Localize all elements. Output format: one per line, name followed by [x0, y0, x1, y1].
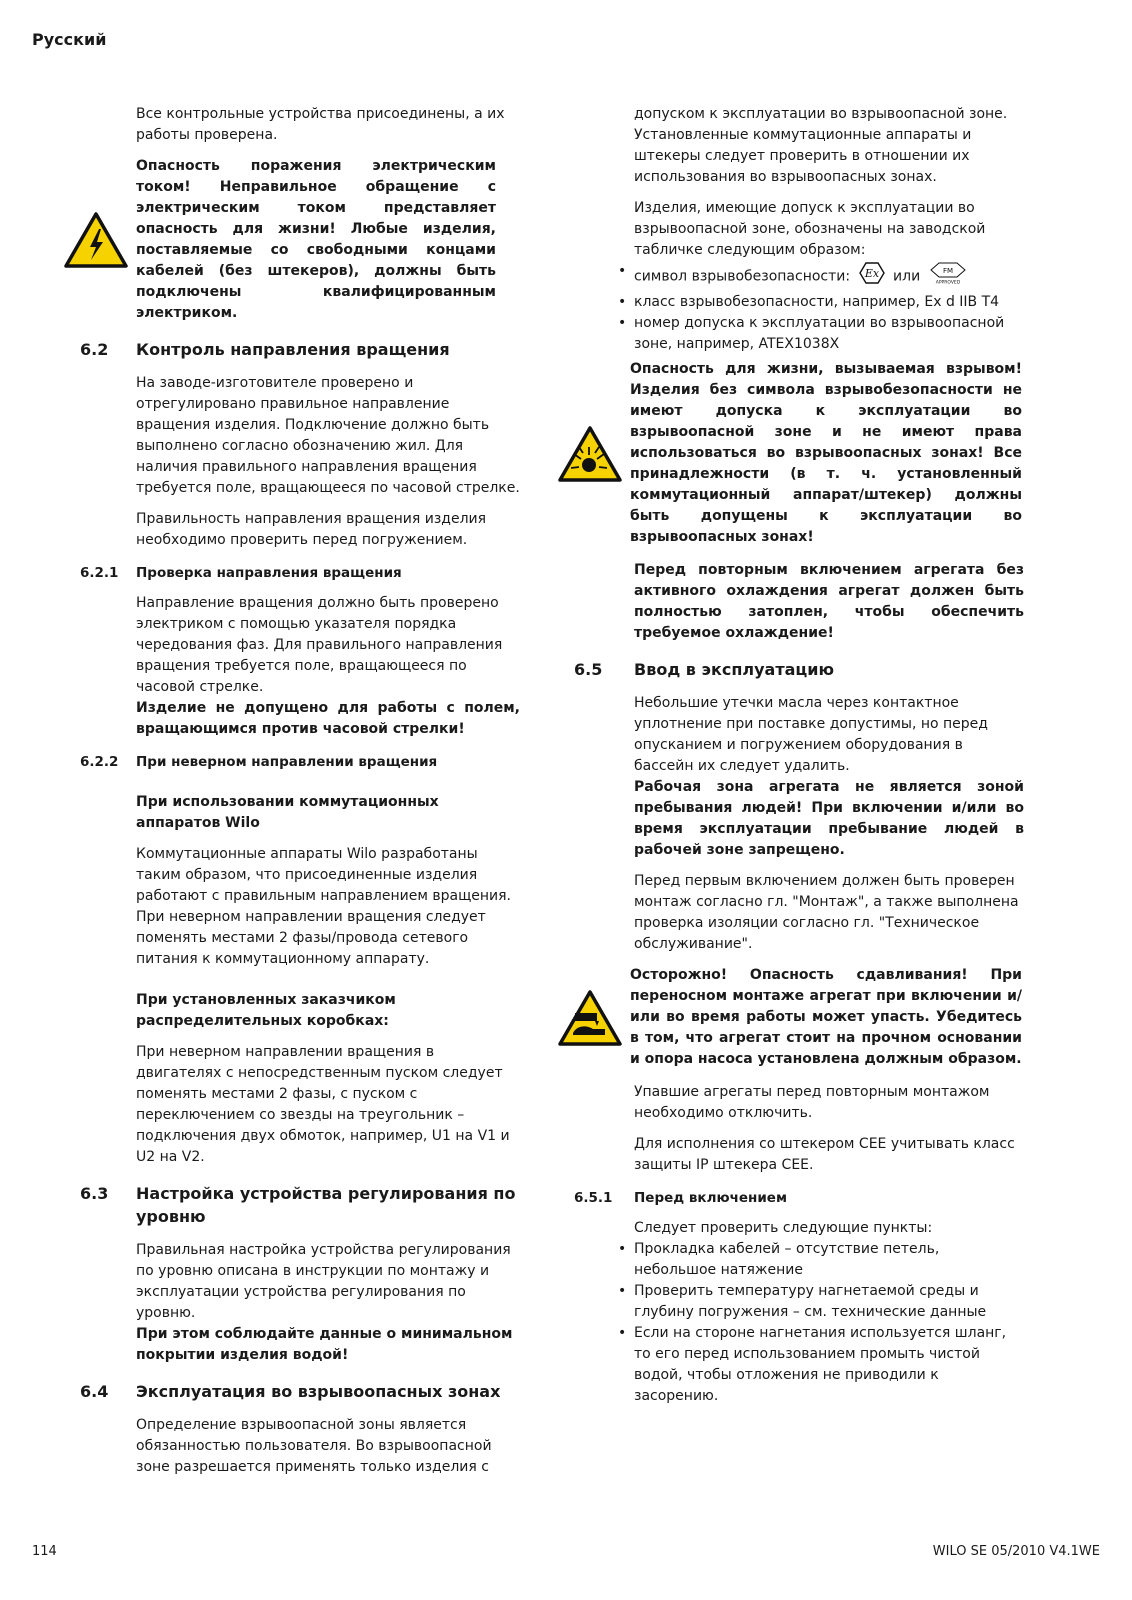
explosion-hazard-icon	[550, 425, 630, 483]
svg-text:FM: FM	[942, 267, 953, 275]
list-item: • Проверить температуру нагнетаемой среды и глубину погружения – см. технические данные	[634, 1281, 1024, 1323]
page-number: 114	[32, 1544, 57, 1559]
list-item: • символ взрывобезопасности: Ex или FM APPROVED	[634, 261, 1024, 292]
s65-paragraph: Упавшие агрегаты перед повторным монтажом необходимо отключить.	[634, 1084, 990, 1121]
svg-text:Ex: Ex	[864, 267, 879, 280]
section-6-5-1-heading: 6.5.1 Перед включением	[574, 1190, 787, 1206]
list-item: • класс взрывобезопасности, например, Ex d IIB T4	[634, 292, 1024, 313]
continued-paragraph: допуском к эксплуатации во взрывоопасной зоне. Установленные коммутационные аппараты и штекеры следует проверить в отношении их использования во взрывоопасных зонах.	[634, 106, 1008, 185]
s65-paragraph: Небольшие утечки масла через контактное уплотнение при поставке допустимы, но перед опусканием и погружением оборудования в бассейн их следует удалить.	[634, 695, 988, 774]
section-6-5-heading: 6.5 Ввод в эксплуатацию	[574, 660, 835, 679]
section-6-4-heading: 6.4 Эксплуатация во взрывоопасных зонах	[80, 1382, 501, 1401]
ex-symbol-icon	[859, 261, 885, 292]
s63-note: При этом соблюдайте данные о минимальном покрытии изделия водой!	[136, 1326, 513, 1363]
language-label: Русский	[32, 30, 107, 49]
fm-approved-icon	[929, 261, 967, 292]
right-column	[574, 104, 1024, 1409]
warning-explosion	[550, 359, 1024, 548]
list-item: • номер допуска к эксплуатации во взрывоопасной зоне, например, ATEX1038X	[634, 313, 1024, 355]
list-item: • Прокладка кабелей – отсутствие петель, небольшое натяжение	[634, 1239, 1024, 1281]
left-column	[80, 104, 520, 1488]
s651-paragraph: Следует проверить следующие пункты:	[634, 1220, 933, 1236]
electric-hazard-icon	[56, 211, 136, 269]
s63-paragraph: Правильная настройка устройства регулирования по уровню описана в инструкции по монтажу и эксплуатации устройства регулирования по уровню.	[136, 1242, 511, 1321]
s622-paragraph: При неверном направлении вращения в двигателях с непосредственным пуском следует поменять местами 2 фазы, с пуском с переключением со звезды на треугольник – подключения двух обмоток, например, U1 на V1 и U2 на V2.	[136, 1044, 510, 1165]
checklist	[634, 1239, 1024, 1407]
s622-subheading-customer: При установленных заказчиком распределительных коробках:	[136, 992, 396, 1029]
s65-warning: Рабочая зона агрегата не является зоной пребывания людей! При включении и/или во время эксплуатации пребывание людей в рабочей зоне запрещено.	[634, 779, 1024, 858]
s621-warning: Изделие не допущено для работы с полем, вращающимся против часовой стрелки!	[136, 700, 520, 737]
crush-hazard-icon	[550, 989, 630, 1047]
s65-paragraph: Для исполнения со штекером CEE учитывать класс защиты IP штекера CEE.	[634, 1136, 1015, 1173]
warning-explosion-text: Опасность для жизни, вызываемая взрывом! Изделия без символа взрывобезопасности не имеют допуска к эксплуатации во взрывоопасной зоне и не имеют права использоваться во взрывоопасных зонах! Все принадлежности (в т. ч. установленный коммутационный аппарат/штекер) должны быть допущены к эксплуатации во взрывоопасных зонах!	[630, 361, 1022, 545]
section-6-2-heading: 6.2 Контроль направления вращения	[80, 340, 450, 359]
s62-paragraph: На заводе-изготовителе проверено и отрегулировано правильное направление вращения изделия. Подключение должно быть выполнено согласно обозначению жил. Для наличия правильного направления вращения требуется поле, вращающееся по часовой стрелке.	[136, 375, 520, 496]
intro-text: Все контрольные устройства присоединены, а их работы проверена.	[136, 106, 505, 143]
warning-electric-text: Опасность поражения электрическим током! Неправильное обращение с электрическим током представляет опасность для жизни! Любые изделия, поставляемые со свободными концами кабелей (без штекеров), должны быть подключены квалифицированным электриком.	[136, 158, 496, 321]
list-item: • Если на стороне нагнетания используется шланг, то его перед использованием промыть чистой водой, чтобы отложения не приводили к засорению.	[634, 1323, 1024, 1407]
svg-text:APPROVED: APPROVED	[935, 280, 960, 285]
s622-paragraph: Коммутационные аппараты Wilo разработаны таким образом, что присоединенные изделия работают с правильным направлением вращения. При неверном направлении вращения следует поменять местами 2 фазы/провода сетевого питания к коммутационному аппарату.	[136, 846, 512, 967]
warning-crush	[550, 965, 1024, 1070]
cooling-note: Перед повторным включением агрегата без активного охлаждения агрегат должен быть полностью затоплен, чтобы обеспечить требуемое охлаждение!	[634, 562, 1024, 641]
marking-list	[634, 261, 1024, 355]
s64-paragraph: Определение взрывоопасной зоны является обязанностью пользователя. Во взрывоопасной зоне разрешается применять только изделия с	[136, 1417, 492, 1475]
s622-subheading-wilo: При использовании коммутационных аппаратов Wilo	[136, 794, 439, 831]
warning-electric	[56, 156, 520, 324]
warning-crush-text: Осторожно! Опасность сдавливания! При переносном монтаже агрегат при включении и/или во время работы может упасть. Убедитесь в том, что агрегат стоит на прочном основании и опора насоса установлена должным образом.	[630, 967, 1022, 1067]
document-code: WILO SE 05/2010 V4.1WE	[932, 1544, 1100, 1559]
section-6-2-2-heading: 6.2.2 При неверном направлении вращения	[80, 754, 438, 770]
s621-paragraph: Направление вращения должно быть проверено электриком с помощью указателя порядка чередования фаз. Для правильного направления вращения требуется поле, вращающееся по часовой стрелке.	[136, 595, 503, 695]
s65-paragraph: Перед первым включением должен быть проверен монтаж согласно гл. "Монтаж", а также выполнена проверка изоляции согласно гл. "Техническое обслуживание".	[634, 873, 1019, 952]
section-6-3-heading: 6.3 Настройка устройства регулирования по уровню	[80, 1184, 516, 1226]
marking-paragraph: Изделия, имеющие допуск к эксплуатации во взрывоопасной зоне, обозначены на заводской табличке следующим образом:	[634, 200, 986, 258]
section-6-2-1-heading: 6.2.1 Проверка направления вращения	[80, 565, 402, 581]
s62-paragraph: Правильность направления вращения изделия необходимо проверить перед погружением.	[136, 511, 487, 548]
